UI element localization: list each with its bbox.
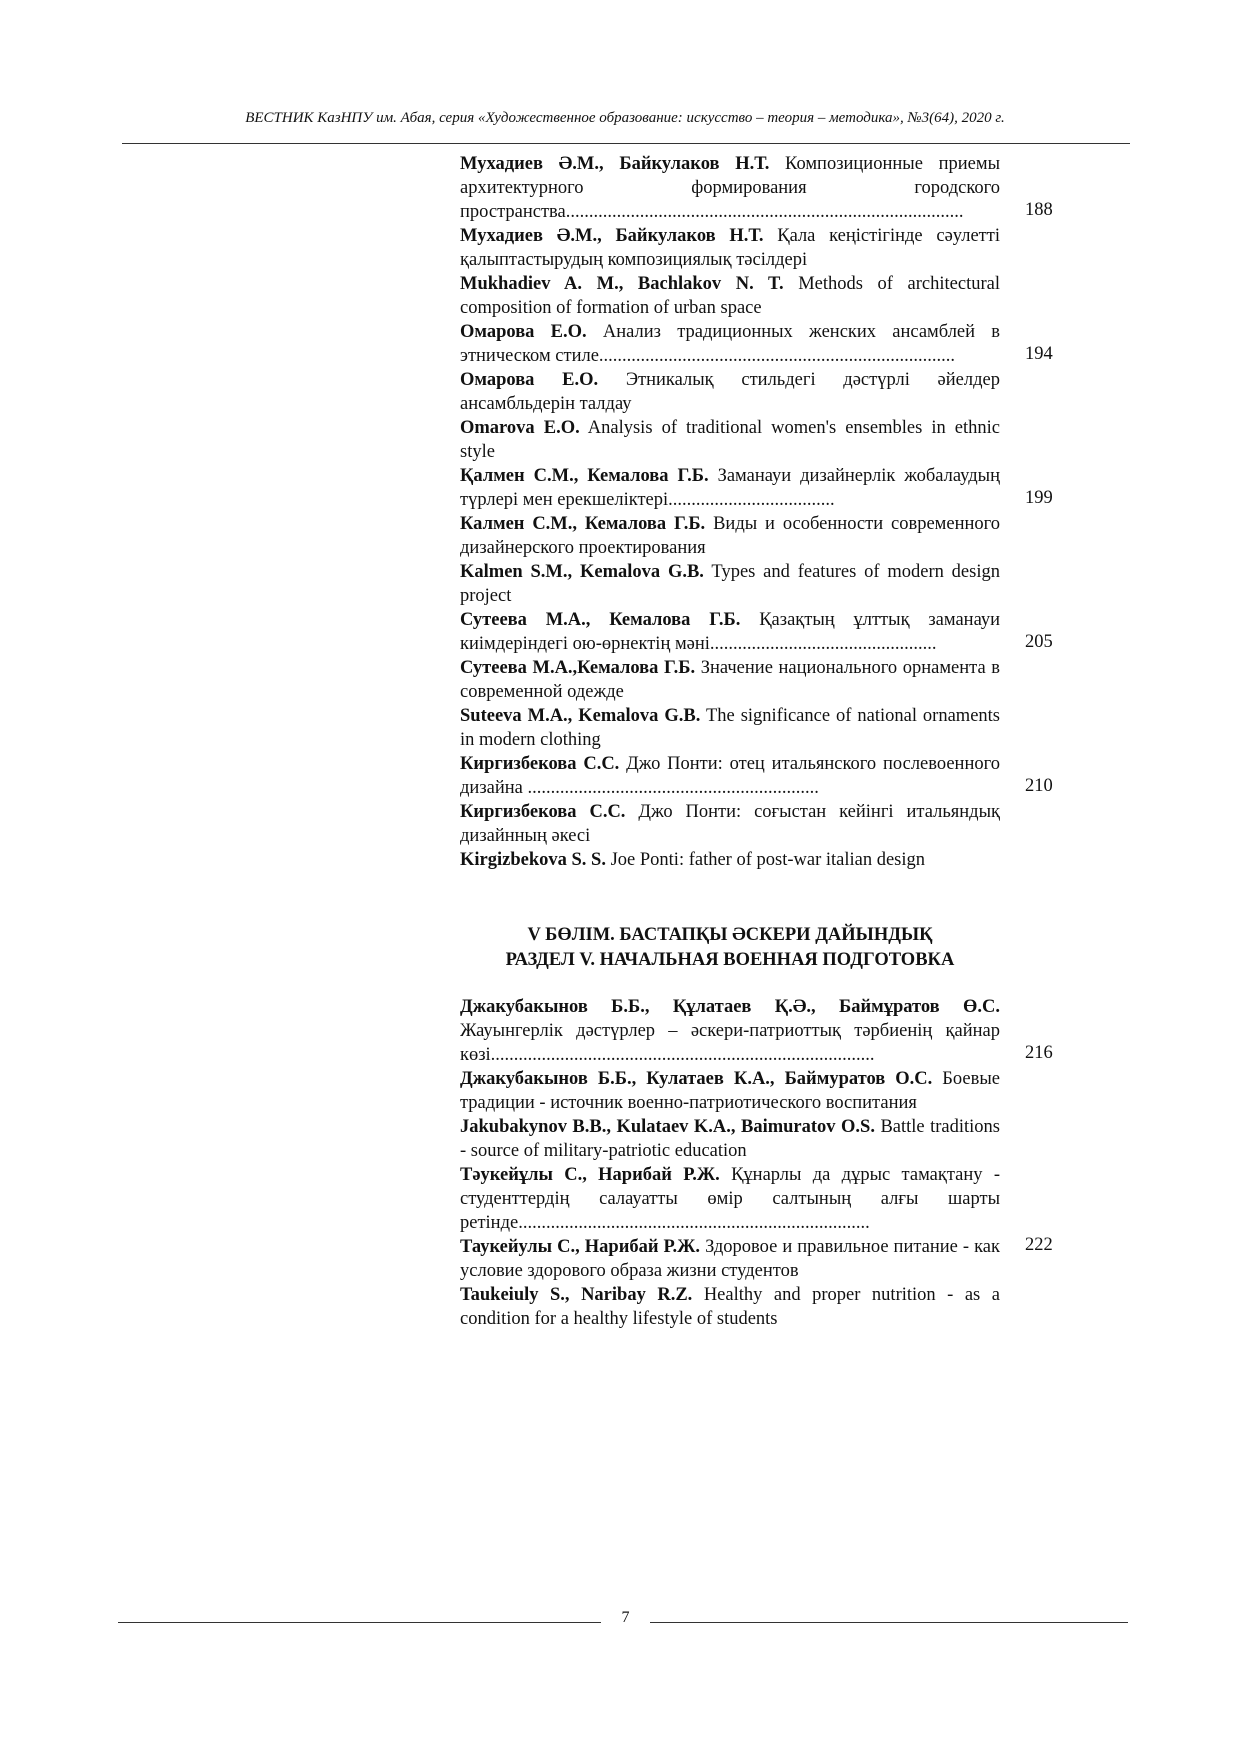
entry-title: Заманауи дизайнерлік жобалаудың түрлері мен ерекшеліктері.................................... (460, 466, 1000, 510)
toc-entry (460, 560, 1000, 608)
entry-title: Жауынгерлік дәстүрлер – әскери-патриоттық тәрбиенің қайнар көзі................................................................................... (460, 1021, 1000, 1065)
page-ref: 205 (1025, 632, 1053, 652)
toc-block-1 (460, 152, 1000, 872)
entry-title: Значение национального орнамента в современной одежде (460, 658, 1000, 702)
entry-title: Анализ традиционных женских ансамблей в этническом стиле............................................................................. (460, 322, 1001, 366)
entry-authors: Kalmen S.M., Kemalova G.B. (460, 562, 704, 582)
entry-authors: Омарова Е.О. (460, 370, 599, 390)
entry-title: Healthy and proper nutrition - as a condition for a healthy lifestyle of students (460, 1285, 1000, 1329)
header-rule (122, 143, 1130, 144)
toc-entry (460, 368, 1000, 416)
page-ref: 210 (1025, 776, 1053, 796)
entry-authors: Киргизбекова С.С. (460, 802, 626, 822)
footer-rule-left (118, 1622, 601, 1623)
running-header: ВЕСТНИК КазНПУ им. Абая, серия «Художественное образование: искусство – теория – методика», №3(64), 2020 г. (245, 110, 1005, 126)
toc-entry (460, 272, 1000, 320)
section-heading-kz: V БӨЛІМ. БАСТАПҚЫ ӘСКЕРИ ДАЙЫНДЫҚ (527, 925, 933, 945)
entry-title: Этникалық стильдегі дәстүрлі әйелдер ансамбльдерін талдау (460, 370, 1000, 414)
toc-entry (460, 416, 1000, 464)
toc-entry (460, 152, 1000, 224)
entry-authors: Сутеева М.А.,Кемалова Г.Б. (460, 658, 696, 678)
page-ref: 199 (1025, 488, 1053, 508)
entry-title: Types and features of modern design project (460, 562, 1000, 606)
entry-title: Battle traditions - source of military-patriotic education (460, 1117, 1000, 1161)
entry-title: Композиционные приемы архитектурного формирования городского пространства...................................................................................... (460, 154, 1000, 222)
entry-authors: Киргизбекова С.С. (460, 754, 620, 774)
entry-title: Боевые традиции - источник военно-патриотического воспитания (460, 1069, 1000, 1113)
entry-title: The significance of national ornaments in modern clothing (460, 706, 1000, 750)
toc-entry (460, 1067, 1000, 1115)
toc-entry (460, 224, 1000, 272)
entry-authors: Jakubakynov B.B., Kulataev K.A., Baimuratov O.S. (460, 1117, 875, 1137)
entry-authors: Тәукейұлы С., Нарибай Р.Ж. (460, 1165, 720, 1185)
toc-entry (460, 608, 1000, 656)
entry-authors: Қалмен С.М., Кемалова Г.Б. (460, 466, 709, 486)
entry-authors: Джакубакынов Б.Б., Құлатаев Қ.Ә., Баймұратов Ө.С. (460, 997, 1000, 1017)
toc-entry (460, 656, 1000, 704)
page-ref: 216 (1025, 1043, 1053, 1063)
toc-entry (460, 464, 1000, 512)
entry-title: Виды и особенности современного дизайнерского проектирования (460, 514, 1000, 558)
section-heading-ru: РАЗДЕЛ V. НАЧАЛЬНАЯ ВОЕННАЯ ПОДГОТОВКА (505, 950, 955, 970)
toc-entry (460, 1283, 1000, 1331)
toc-entry (460, 1115, 1000, 1163)
entry-title: Қала кеңістігінде сәулетті қалыптастырудың композициялық тәсілдері (460, 226, 1000, 270)
entry-title: Analysis of traditional women's ensembles in ethnic style (460, 418, 1000, 462)
entry-title: Joe Ponti: father of post-war italian design (605, 850, 926, 870)
toc-entry (460, 512, 1000, 560)
toc-entry (460, 1235, 1000, 1283)
toc-block-2 (460, 995, 1000, 1331)
page-number: 7 (621, 1609, 630, 1626)
entry-authors: Калмен С.М., Кемалова Г.Б. (460, 514, 706, 534)
entry-title: Здоровое и правильное питание - как условие здорового образа жизни студентов (460, 1237, 1000, 1281)
page-ref: 194 (1025, 344, 1053, 364)
entry-authors: Джакубакынов Б.Б., Кулатаев К.А., Баймуратов О.С. (460, 1069, 933, 1089)
entry-title: Джо Понти: отец итальянского послевоенного дизайна ............................................................... (460, 754, 1000, 798)
entry-title: Джо Понти: соғыстан кейінгі итальяндық дизайнның әкесі (460, 802, 1000, 846)
entry-title: Қазақтың ұлттық заманауи киімдеріндегі ою-өрнектің мәні................................................. (460, 610, 1000, 654)
toc-entry (460, 995, 1000, 1067)
toc-entry (460, 752, 1000, 800)
entry-authors: Kirgizbekova S. S. (460, 850, 606, 870)
section-heading (440, 923, 1020, 973)
page-ref: 188 (1025, 200, 1053, 220)
entry-authors: Таукейулы С., Нарибай Р.Ж. (460, 1237, 701, 1257)
entry-authors: Suteeva M.A., Kemalova G.B. (460, 706, 701, 726)
entry-authors: Омарова Е.О. (460, 322, 587, 342)
toc-entry (460, 1163, 1000, 1235)
toc-entry (460, 320, 1000, 368)
toc-entry (460, 800, 1000, 848)
toc-entry (460, 704, 1000, 752)
page-ref: 222 (1025, 1235, 1053, 1255)
footer-rule-right (650, 1622, 1128, 1623)
entry-authors: Мухадиев Ә.М., Байкулаков Н.Т. (460, 226, 764, 246)
toc-entry (460, 848, 1000, 872)
entry-authors: Mukhadiev A. M., Bachlakov N. T. (460, 274, 784, 294)
entry-title: Құнарлы да дұрыс тамақтану - студенттердің салауатты өмір салтының алғы шарты ретінде............................................................................ (460, 1165, 1000, 1233)
entry-title: Methods of architectural composition of formation of urban space (460, 274, 1000, 318)
entry-authors: Сутеева М.А., Кемалова Г.Б. (460, 610, 741, 630)
entry-authors: Мухадиев Ә.М., Байкулаков Н.Т. (460, 154, 770, 174)
entry-authors: Taukeiuly S., Naribay R.Z. (460, 1285, 693, 1305)
entry-authors: Omarova E.O. (460, 418, 580, 438)
